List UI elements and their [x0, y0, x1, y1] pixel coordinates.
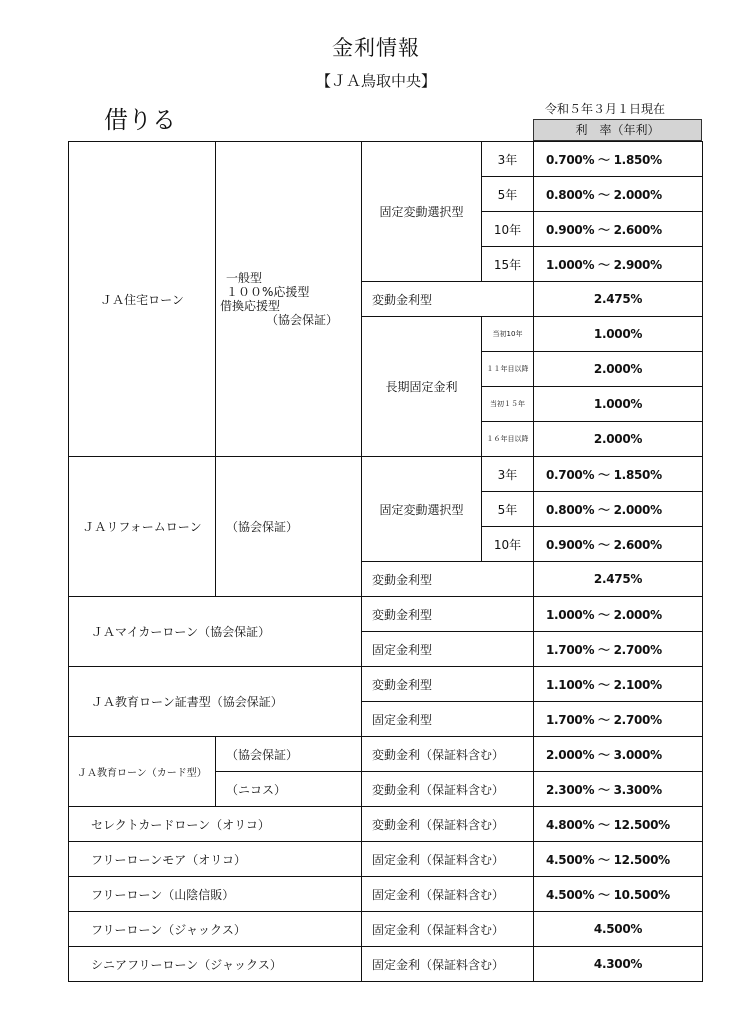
loan-guarantee-reform: （協会保証）	[216, 457, 362, 597]
rate-value: 0.700% ～ 1.850%	[534, 142, 703, 177]
rate-value: 4.800% ～ 12.500%	[534, 807, 703, 842]
table-row	[69, 597, 703, 632]
rate-value: 0.900% ～ 2.600%	[534, 527, 703, 562]
table-row	[69, 457, 703, 492]
loan-type-housing	[216, 142, 362, 457]
rate-type-label: 変動金利（保証料含む）	[362, 807, 534, 842]
rate-value: 0.800% ～ 2.000%	[534, 177, 703, 212]
rate-type-label: 変動金利（保証料含む）	[362, 772, 534, 807]
loan-name-car: ＪＡマイカーローン（協会保証）	[69, 597, 362, 667]
rate-value: 4.500%	[534, 912, 703, 947]
rate-type-label: 固定金利（保証料含む）	[362, 947, 534, 982]
table-row	[69, 737, 703, 772]
loan-rate-table	[68, 141, 703, 982]
rate-value: 2.475%	[534, 562, 703, 597]
rate-value: 0.800% ～ 2.000%	[534, 492, 703, 527]
rate-value: 0.700% ～ 1.850%	[534, 457, 703, 492]
term-cell: 当初１５年	[482, 387, 534, 422]
rate-type-label: 固定変動選択型	[362, 142, 482, 282]
rate-value: 4.500% ～ 12.500%	[534, 842, 703, 877]
rate-value: 2.000%	[534, 422, 703, 457]
rate-value: 2.000% ～ 3.000%	[534, 737, 703, 772]
rate-type-label: 変動金利型	[362, 282, 534, 317]
rate-type-label: 変動金利（保証料含む）	[362, 737, 534, 772]
loan-name-education-cert: ＪＡ教育ローン証書型（協会保証）	[69, 667, 362, 737]
table-row	[69, 807, 703, 842]
rate-value: 2.300% ～ 3.300%	[534, 772, 703, 807]
rate-type-label: 固定金利（保証料含む）	[362, 877, 534, 912]
rate-value: 1.000%	[534, 387, 703, 422]
rate-type-label: 長期固定金利	[362, 317, 482, 457]
table-row	[69, 947, 703, 982]
rate-value: 0.900% ～ 2.600%	[534, 212, 703, 247]
page-title: 金利情報	[332, 36, 420, 60]
loan-name-reform: ＪＡリフォームローン	[69, 457, 216, 597]
loan-name: フリーローン（山陰信販）	[69, 877, 362, 912]
term-cell: 5年	[482, 492, 534, 527]
rate-value: 4.500% ～ 10.500%	[534, 877, 703, 912]
organization-name: 【ＪＡ鳥取中央】	[315, 72, 436, 90]
rate-type-label: 固定金利型	[362, 632, 534, 667]
rate-value: 1.100% ～ 2.100%	[534, 667, 703, 702]
loan-name: フリーローンモア（オリコ）	[69, 842, 362, 877]
term-cell: 15年	[482, 247, 534, 282]
rate-type-label: 変動金利型	[362, 597, 534, 632]
loan-name: シニアフリーローン（ジャックス）	[69, 947, 362, 982]
loan-name-housing: ＪＡ住宅ローン	[69, 142, 216, 457]
term-cell: 当初10年	[482, 317, 534, 352]
term-cell: 3年	[482, 142, 534, 177]
rate-value: 2.475%	[534, 282, 703, 317]
term-cell: 10年	[482, 527, 534, 562]
type-line: １００%応援型	[226, 285, 310, 299]
type-line: （協会保証）	[266, 313, 339, 327]
term-cell: １６年目以降	[482, 422, 534, 457]
table-row	[69, 142, 703, 177]
loan-name-education-card: ＪＡ教育ローン（カード型）	[69, 737, 216, 807]
rate-value: 4.300%	[534, 947, 703, 982]
rate-value: 1.000% ～ 2.900%	[534, 247, 703, 282]
loan-name: フリーローン（ジャックス）	[69, 912, 362, 947]
rate-value: 1.700% ～ 2.700%	[534, 702, 703, 737]
term-cell: 10年	[482, 212, 534, 247]
table-row	[69, 912, 703, 947]
term-cell: １１年目以降	[482, 352, 534, 387]
rate-type-label: 変動金利型	[362, 667, 534, 702]
rate-value: 2.000%	[534, 352, 703, 387]
table-row	[69, 877, 703, 912]
as-of-date: 令和５年３月１日現在	[545, 102, 666, 116]
term-cell: 5年	[482, 177, 534, 212]
rate-type-label: 固定金利（保証料含む）	[362, 912, 534, 947]
rate-type-label: 固定金利（保証料含む）	[362, 842, 534, 877]
rate-type-label: 固定金利型	[362, 702, 534, 737]
table-row	[69, 842, 703, 877]
table-row	[69, 667, 703, 702]
type-line: 借換応援型	[220, 299, 281, 313]
loan-guarantee: （ニコス）	[216, 772, 362, 807]
rate-value: 1.000% ～ 2.000%	[534, 597, 703, 632]
rate-type-label: 変動金利型	[362, 562, 534, 597]
loan-guarantee: （協会保証）	[216, 737, 362, 772]
rate-column-header: 利 率（年利）	[533, 119, 702, 141]
loan-name: セレクトカードローン（オリコ）	[69, 807, 362, 842]
rate-type-label: 固定変動選択型	[362, 457, 482, 562]
term-cell: 3年	[482, 457, 534, 492]
rate-value: 1.700% ～ 2.700%	[534, 632, 703, 667]
rate-value: 1.000%	[534, 317, 703, 352]
type-line: 一般型	[226, 271, 263, 285]
section-heading: 借りる	[104, 106, 176, 134]
